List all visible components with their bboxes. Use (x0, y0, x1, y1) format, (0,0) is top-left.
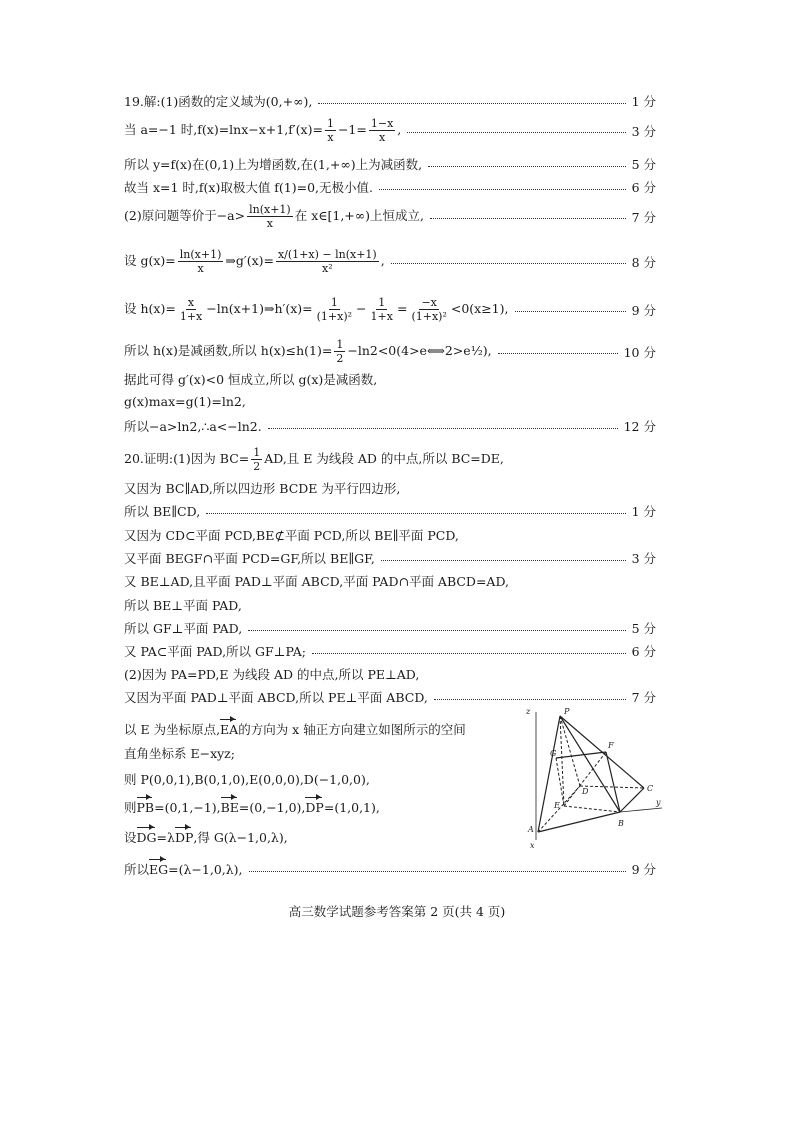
q19-line-5 (124, 203, 656, 230)
fraction: $\frac{\ln(x+1)}{x}$ (179, 248, 222, 275)
score: 9 分 (631, 862, 656, 877)
y-axis (620, 808, 662, 812)
edge-BC (620, 788, 644, 812)
text: 设 h(x)= $\frac{x}{1+x}$ −ln(x+1)⇒h′(x)= $\frac{1}{\text{(1+x)²}}$ − $\frac{1}{1+x}$ = $\frac{-x}{\text{(1+x)²}}$ <0(x≥1), (124, 296, 509, 323)
score: 1 分 (631, 504, 656, 519)
leader-dots (498, 353, 618, 354)
fraction: $\frac{x}{1+x}$ (179, 296, 203, 323)
score: 12 分 (623, 419, 656, 434)
edge-GF (556, 752, 606, 758)
q20-line-8 (124, 619, 656, 637)
score: 7 分 (631, 209, 656, 225)
q19-line-11 (124, 417, 656, 435)
leader-dots (249, 871, 626, 872)
vector: DP (305, 800, 324, 815)
fraction: $\frac{\ln(x+1)}{x}$ (249, 203, 291, 230)
q20-line-15 (124, 798, 524, 816)
text: g(x)max=g(1)=ln2, (124, 394, 246, 409)
pyramid-figure (516, 702, 664, 850)
q19-line-8 (124, 338, 656, 365)
score: 1 分 (631, 94, 656, 109)
label-x: x (530, 841, 535, 850)
label-G: G (550, 749, 557, 758)
leader-dots (248, 630, 625, 631)
fraction: $\frac{1}{2}$ (253, 446, 261, 473)
vector: DP (174, 830, 194, 845)
edge-EB (564, 806, 620, 812)
text: 又 BE⊥AD,且平面 PAD⊥平面 ABCD,平面 PAD∩平面 ABCD=AD, (124, 574, 510, 589)
q19-line-6 (124, 248, 656, 275)
text: 所以 h(x)是减函数,所以 h(x)≤h(1)= $\frac{1}{2}$ −ln2<0(4>e⟺2>e½), (124, 338, 492, 365)
score: 5 分 (631, 157, 656, 172)
q20-line-12 (124, 720, 524, 738)
q20-line-10 (124, 665, 656, 683)
text: 则 P(0,0,1),B(0,1,0),E(0,0,0),D(−1,0,0), (124, 772, 370, 787)
leader-dots (312, 653, 626, 654)
fraction: $\frac{1}{\text{(1+x)²}}$ (316, 296, 353, 323)
text: 又 PA⊂平面 PAD,所以 GF⊥PA; (124, 644, 306, 659)
vector: EA (220, 722, 239, 737)
text: 所以 BE⊥平面 PAD, (124, 598, 242, 613)
label-F: F (608, 741, 614, 750)
q19-line-9 (124, 370, 656, 388)
q20-line-1 (124, 446, 656, 473)
label-y: y (656, 798, 661, 807)
score: 3 分 (631, 551, 656, 566)
q20-line-14 (124, 770, 524, 788)
fraction: $\frac{-x}{\text{(1+x)²}}$ (411, 296, 447, 323)
score: 6 分 (631, 180, 656, 195)
text: 设DG=λDP,得 G(λ−1,0,λ), (124, 830, 288, 845)
vector: DG (136, 830, 157, 845)
edge-AB (538, 812, 620, 832)
fraction: $\frac{1-x}{x}$ (370, 117, 394, 144)
leader-dots (430, 218, 626, 219)
q20-line-5 (124, 549, 656, 567)
text: 所以 y=f(x)在(0,1)上为增函数,在(1,+∞)上为减函数, (124, 157, 423, 172)
text: 又平面 BEGF∩平面 PCD=GF,所以 BE∥GF, (124, 551, 375, 566)
label-D: D (582, 787, 589, 796)
solid-edges (536, 712, 662, 840)
q19-line-1 (124, 92, 656, 110)
leader-dots (515, 311, 626, 312)
vector: BE (220, 800, 239, 815)
text: 以 E 为坐标原点,EA的方向为 x 轴正方向建立如图所示的空间 (124, 722, 466, 737)
leader-dots (318, 103, 625, 104)
text: 20.证明:(1)因为 BC= $\frac{1}{2}$ AD,且 E 为线段 AD 的中点,所以 BC=DE, (124, 446, 504, 473)
text: 又因为 BC∥AD,所以四边形 BCDE 为平行四边形, (124, 481, 401, 496)
q19-line-3 (124, 155, 656, 173)
label-C: C (647, 784, 654, 793)
leader-dots (268, 428, 618, 429)
label-z: z (526, 707, 531, 716)
text: 又因为平面 PAD⊥平面 ABCD,所以 PE⊥平面 ABCD, (124, 690, 428, 705)
text: 所以 GF⊥平面 PAD, (124, 621, 243, 636)
label-A: A (528, 825, 534, 834)
q20-line-16 (124, 828, 524, 846)
vector: PB (136, 800, 155, 815)
leader-dots (434, 699, 626, 700)
score: 3 分 (631, 123, 656, 139)
text: (2)因为 PA=PD,E 为线段 AD 的中点,所以 PE⊥AD, (124, 667, 420, 682)
score: 6 分 (631, 644, 656, 659)
q20-line-4 (124, 526, 656, 544)
edge-PA (538, 716, 560, 832)
vector: EG (149, 862, 169, 877)
text: 当 a=−1 时,f(x)=lnx−x+1,f′(x)= $\frac{1}{x}$ −1= $\frac{1-x}{x}$ , (124, 117, 402, 144)
leader-dots (428, 166, 625, 167)
text: 直角坐标系 E−xyz; (124, 746, 235, 761)
label-P: P (564, 707, 570, 716)
leader-dots (407, 132, 625, 133)
score: 5 分 (631, 621, 656, 636)
fraction: $\frac{1}{2}$ (336, 338, 344, 365)
text: 设 g(x)= $\frac{\ln(x+1)}{x}$ ⇒g′(x)= $\frac{x/(1+x) - \ln(x+1)}{\text{x²}}$ , (124, 248, 385, 275)
label-E: E (554, 801, 560, 810)
q20-line-17 (124, 860, 656, 878)
score: 7 分 (631, 690, 656, 705)
leader-dots (381, 560, 626, 561)
score: 9 分 (631, 302, 656, 318)
page-footer: 高三数学试题参考答案第 2 页(共 4 页) (288, 904, 506, 919)
score: 10 分 (623, 344, 656, 360)
q19-line-10 (124, 394, 656, 409)
label-B: B (618, 819, 624, 828)
leader-dots (206, 513, 625, 514)
text: 所以 BE∥CD, (124, 504, 201, 519)
q19-line-7 (124, 296, 656, 323)
q19-line-4 (124, 178, 656, 196)
text: 则PB=(0,1,−1),BE=(0,−1,0),DP=(1,0,1), (124, 800, 380, 815)
text: 据此可得 g′(x)<0 恒成立,所以 g(x)是减函数, (124, 372, 378, 387)
text: 所以−a>ln2,∴a<−ln2. (124, 419, 262, 434)
text: 故当 x=1 时,f(x)取极大值 f(1)=0,无极小值. (124, 180, 374, 195)
score: 8 分 (631, 254, 656, 270)
edge-DC (580, 786, 644, 788)
text: 所以EG=(λ−1,0,λ), (124, 862, 243, 877)
text: 又因为 CD⊂平面 PCD,BE⊄平面 PCD,所以 BE∥平面 PCD, (124, 528, 459, 543)
q19-line-2 (124, 117, 656, 144)
fraction: $\frac{1}{1+x}$ (370, 296, 393, 323)
q20-line-6 (124, 572, 656, 590)
q20-line-2 (124, 479, 656, 497)
fraction: $\frac{1}{x}$ (326, 117, 334, 144)
text: 19.解:(1)函数的定义域为(0,+∞), (124, 94, 313, 109)
fraction: $\frac{x/(1+x) - \ln(x+1)}{\text{x²}}$ (277, 248, 377, 275)
vertex-labels (525, 707, 661, 850)
q20-line-9 (124, 642, 656, 660)
q20-line-3 (124, 502, 656, 520)
q20-line-13 (124, 744, 524, 762)
leader-dots (391, 263, 626, 264)
text: (2)原问题等价于−a> $\frac{\ln(x+1)}{x}$ 在 x∈[1,+∞)上恒成立, (124, 203, 425, 230)
edge-PD (560, 716, 580, 786)
leader-dots (379, 189, 626, 190)
q20-line-7 (124, 596, 656, 614)
